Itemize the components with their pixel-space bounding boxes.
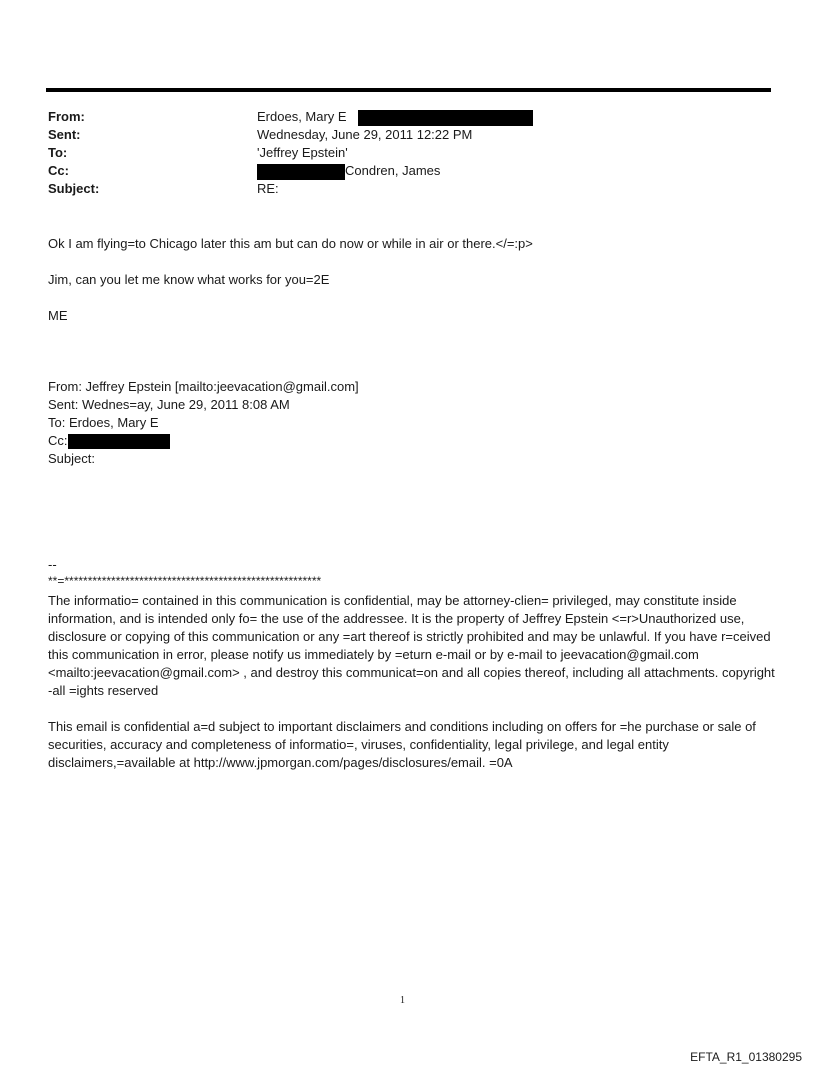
disclaimer-paragraph-1: The informatio= contained in this communication is confidential, may be attorney-clien= privileged, may constitute inside information, and is intended only fo= the use of the addressee. It is the property of Jeffrey Epstein <=r>Unauthorized use, disclosure or copying of this communication or any =art thereof is strictly prohibited and may be unlawful. If you have r=ceived this communication in error, please notify us immediately by =eturn e-mail or by e-mail to jeevacation@gmail.com <mailto:jeevacation@gmail.com> , and destroy this communicat=on and all copies thereof, including all attachments. copyright -all =ights reserved <box>48 593 775 698</box>
cc-name: Condren, James <box>345 163 441 178</box>
cc-label: Cc: <box>48 163 69 178</box>
body-line-2: Jim, can you let me know what works for you=2E <box>48 272 330 287</box>
quoted-subject: Subject: <box>48 451 95 466</box>
cc-value <box>257 162 440 180</box>
from-value <box>257 108 533 126</box>
page-number: 1 <box>400 995 405 1006</box>
sent-label: Sent: <box>48 127 81 142</box>
subject-value: RE: <box>257 181 279 196</box>
to-label: To: <box>48 145 68 160</box>
quoted-from: From: Jeffrey Epstein [mailto:jeevacation@gmail.com] <box>48 379 359 394</box>
redaction-box <box>358 110 533 126</box>
sent-value: Wednesday, June 29, 2011 12:22 PM <box>257 127 473 142</box>
redaction-box <box>257 164 345 180</box>
redaction-box <box>68 434 170 449</box>
body-line-1: Ok I am flying=to Chicago later this am but can do now or while in air or there.</=:p> <box>48 236 533 251</box>
from-name: Erdoes, Mary E <box>257 109 347 124</box>
stars-line: **=******************************************************* <box>48 574 322 588</box>
from-label: From: <box>48 109 85 124</box>
to-value: 'Jeffrey Epstein' <box>257 145 348 160</box>
document-id: EFTA_R1_01380295 <box>690 1050 802 1064</box>
quoted-cc-label: Cc: <box>48 433 68 448</box>
disclaimer-paragraph-2: This email is confidential a=d subject to important disclaimers and conditions including on offers for =he purchase or sale of securities, accuracy and completeness of informatio=, viruses, confidentiality, legal privilege, and legal entity disclaimers,=available at http://www.jpmorgan.com/pages/disclosures/email. =0A <box>48 719 756 770</box>
subject-label: Subject: <box>48 181 100 196</box>
quoted-sent: Sent: Wednes=ay, June 29, 2011 8:08 AM <box>48 397 290 412</box>
header-rule <box>46 88 771 92</box>
signature-dashes: -- <box>48 557 57 572</box>
quoted-to: To: Erdoes, Mary E <box>48 415 159 430</box>
quoted-cc-row <box>48 432 170 450</box>
body-line-3: ME <box>48 308 68 323</box>
